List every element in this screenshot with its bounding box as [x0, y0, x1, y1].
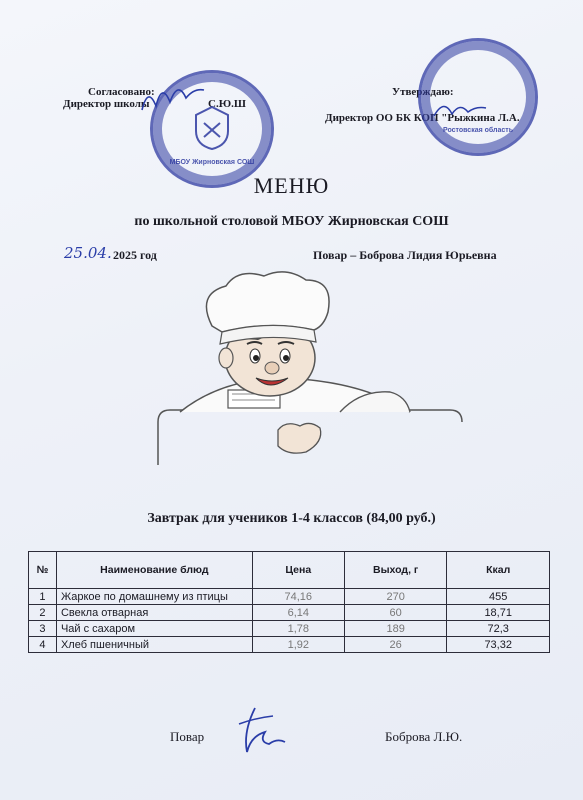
column-header-number: № [29, 552, 57, 589]
column-header-yield: Выход, г [344, 552, 447, 589]
dish-yield: 189 [344, 621, 447, 637]
table-row [29, 589, 550, 605]
dish-kcal: 455 [447, 589, 550, 605]
footer-role: Повар [170, 729, 205, 744]
approval-right-label: Утверждаю: [392, 86, 454, 98]
page-subtitle: по школьной столовой МБОУ Жирновская СОШ [134, 214, 449, 229]
dish-kcal: 18,71 [447, 605, 550, 621]
chef-illustration [110, 270, 490, 485]
meal-title: Завтрак для учеников 1-4 классов (84,00 руб.) [147, 511, 436, 526]
row-number: 4 [29, 637, 57, 653]
dish-price: 1,92 [252, 637, 344, 653]
approval-left-label: Согласовано: [88, 86, 155, 98]
footer-name: Боброва Л.Ю. [385, 729, 463, 744]
dish-price: 74,16 [252, 589, 344, 605]
cook-line: Повар – Боброва Лидия Юрьевна [313, 248, 497, 262]
dish-name: Жаркое по домашнему из птицы [56, 589, 252, 605]
dish-price: 6,14 [252, 605, 344, 621]
page-title: МЕНЮ [253, 173, 330, 198]
approval-left-name: С.Ю.Ш [208, 98, 246, 110]
dish-kcal: 73,32 [447, 637, 550, 653]
dish-kcal: 72,3 [447, 621, 550, 637]
approval-left-role: Директор школы [63, 98, 150, 110]
table-header-row [29, 552, 550, 589]
dish-price: 1,78 [252, 621, 344, 637]
dish-yield: 26 [344, 637, 447, 653]
row-number: 3 [29, 621, 57, 637]
dish-name: Свекла отварная [56, 605, 252, 621]
table-row [29, 605, 550, 621]
row-number: 2 [29, 605, 57, 621]
column-header-price: Цена [252, 552, 344, 589]
table-row [29, 621, 550, 637]
row-number: 1 [29, 589, 57, 605]
handwritten-date: 25.04. [64, 244, 112, 262]
dish-yield: 60 [344, 605, 447, 621]
cook-signature [225, 702, 295, 762]
director-right-signature [430, 96, 490, 126]
dish-name: Хлеб пшеничный [56, 637, 252, 653]
column-header-kcal: Ккал [447, 552, 550, 589]
left-stamp-text: МБОУ Жирновская СОШ [169, 159, 255, 166]
director-signature [138, 76, 208, 116]
table-row [29, 637, 550, 653]
column-header-dish: Наименование блюд [56, 552, 252, 589]
menu-table [28, 551, 550, 653]
right-stamp-text: Ростовская область [442, 127, 514, 134]
approval-right-role: Директор ОО БК КОП "Рыжкина Л.А. [325, 112, 520, 124]
dish-name: Чай с сахаром [56, 621, 252, 637]
dish-yield: 270 [344, 589, 447, 605]
printed-date: 2025 год [113, 248, 157, 262]
